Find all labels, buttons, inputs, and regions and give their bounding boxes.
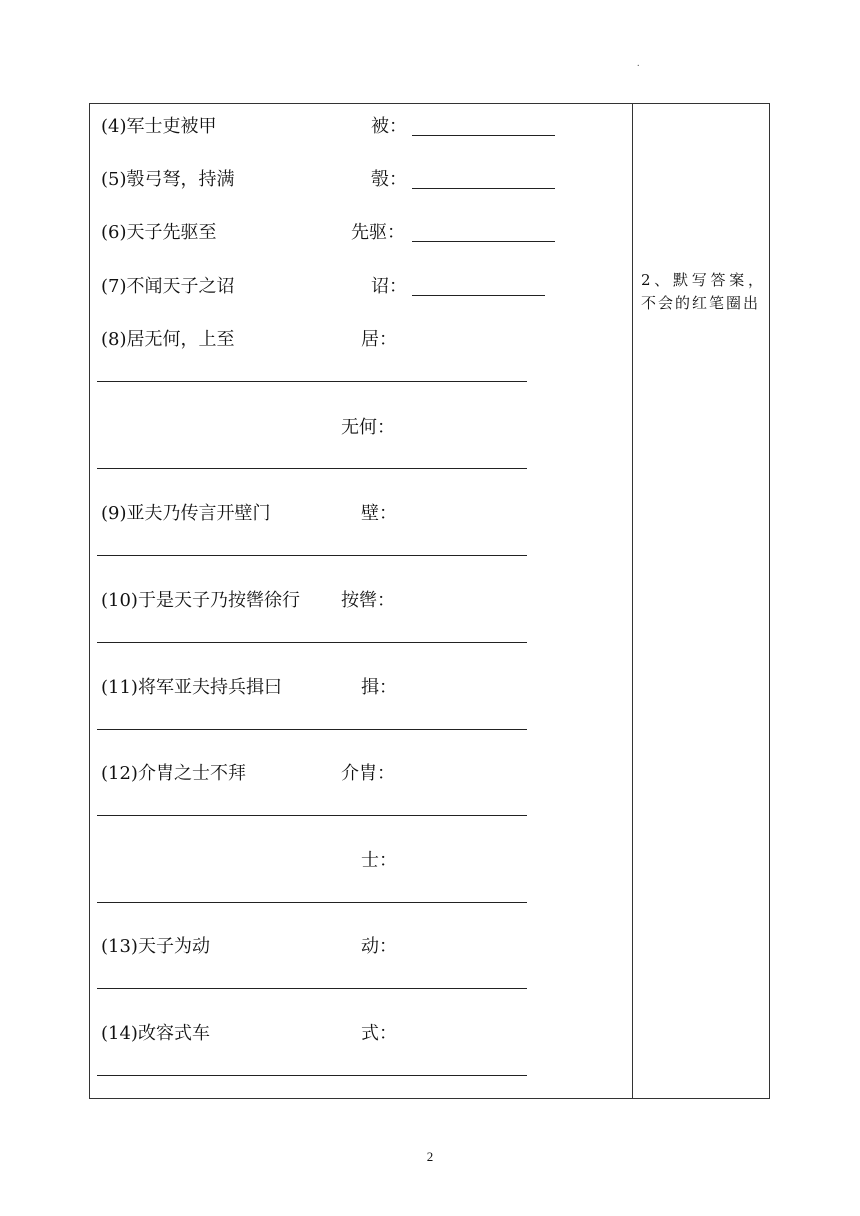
answer-blank[interactable] <box>412 295 545 296</box>
answer-blank[interactable] <box>97 381 527 382</box>
keyword-label: 居： <box>361 329 397 350</box>
keyword-label: 彀： <box>371 169 407 190</box>
keyword-label: 式： <box>361 1023 397 1044</box>
question-item <box>101 328 235 352</box>
question-number: (8) <box>101 329 127 350</box>
keyword-label: 士： <box>361 850 397 871</box>
page-number: 2 <box>426 1149 434 1164</box>
question-item <box>101 502 271 526</box>
question-number: (7) <box>101 276 127 297</box>
answer-blank[interactable] <box>97 729 527 730</box>
question-item <box>101 589 300 613</box>
question-text: 介胄之士不拜 <box>137 763 246 784</box>
answer-blank[interactable] <box>97 815 527 816</box>
question-number: (4) <box>101 116 127 137</box>
answer-blank[interactable] <box>97 988 527 989</box>
question-item <box>101 221 217 245</box>
answer-blank[interactable] <box>97 555 527 556</box>
question-number: (10) <box>101 590 138 611</box>
header-mark: . <box>637 58 640 69</box>
question-item <box>101 168 235 192</box>
keyword-label: 诏： <box>371 276 407 297</box>
question-item <box>101 676 282 700</box>
answer-blank[interactable] <box>97 468 527 469</box>
question-number: (6) <box>101 222 127 243</box>
question-text: 改容式车 <box>137 1023 210 1044</box>
question-number: (11) <box>101 677 138 698</box>
keyword-label: 被： <box>371 116 407 137</box>
question-text: 将军亚夫持兵揖曰 <box>137 677 282 698</box>
question-item <box>101 1022 210 1046</box>
keyword-label: 介胄： <box>341 763 395 784</box>
answer-blank[interactable] <box>412 241 555 242</box>
question-number: (13) <box>101 936 138 957</box>
question-text: 天子为动 <box>137 936 210 957</box>
answer-blank[interactable] <box>97 1075 527 1076</box>
question-text: 于是天子乃按辔徐行 <box>137 590 300 611</box>
keyword-label: 无何： <box>341 417 395 438</box>
question-number: (5) <box>101 169 127 190</box>
keyword-label: 按辔： <box>341 590 395 611</box>
question-item <box>101 762 246 786</box>
question-text: 彀弓弩，持满 <box>126 169 235 190</box>
answer-blank[interactable] <box>412 135 555 136</box>
question-text: 军士吏被甲 <box>126 116 217 137</box>
keyword-label: 动： <box>361 936 397 957</box>
keyword-label: 先驱： <box>351 222 405 243</box>
keyword-label: 揖： <box>361 677 397 698</box>
question-number: (12) <box>101 763 138 784</box>
question-item <box>101 935 210 959</box>
question-number: (9) <box>101 503 127 524</box>
question-text: 天子先驱至 <box>126 222 217 243</box>
question-number: (14) <box>101 1023 138 1044</box>
question-item <box>101 115 217 139</box>
question-item <box>101 275 235 299</box>
keyword-label: 壁： <box>361 503 397 524</box>
question-text: 亚夫乃传言开壁门 <box>126 503 271 524</box>
answer-blank[interactable] <box>412 188 555 189</box>
side-note: 2、默写答案，不会的红笔圈出 <box>641 271 765 312</box>
answer-blank[interactable] <box>97 642 527 643</box>
column-divider <box>632 103 633 1099</box>
answer-blank[interactable] <box>97 902 527 903</box>
question-text: 居无何，上至 <box>126 329 235 350</box>
question-text: 不闻天子之诏 <box>126 276 235 297</box>
